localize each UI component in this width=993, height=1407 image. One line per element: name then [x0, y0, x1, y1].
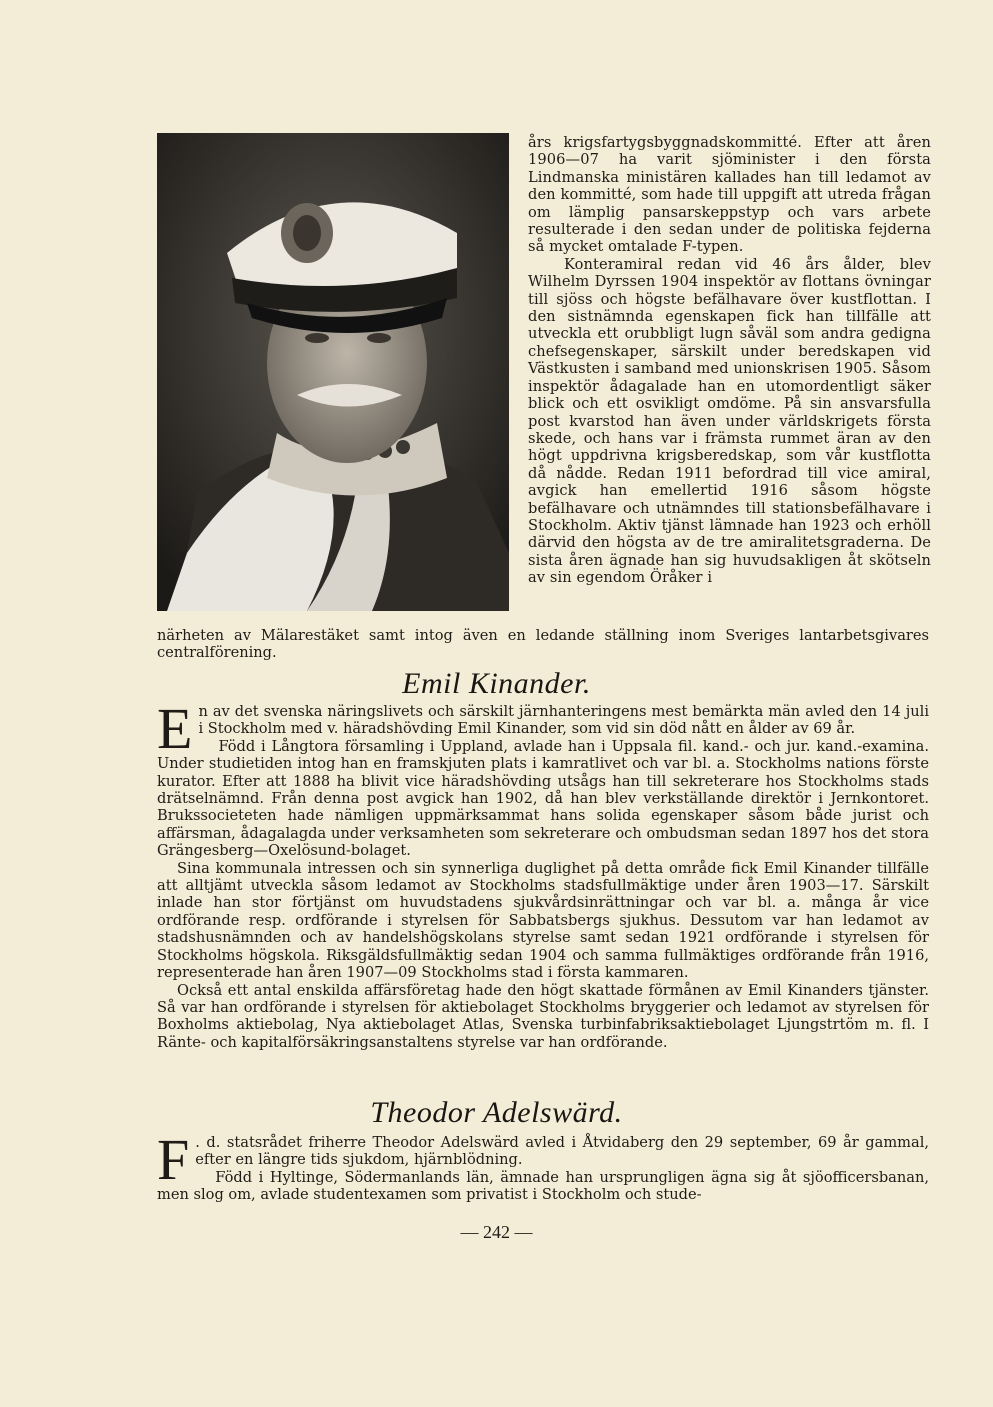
- portrait-photo: [157, 133, 509, 611]
- kinander-article: [157, 696, 929, 1051]
- kinander-paragraph-1-text: n av det svenska näringslivets och särskilt järnhanteringens mest bemärkta män avled den 14 juli i Stockholm med v. häradshövding Emil Kinander, som vid sin död nått en ålder av 69 år.: [198, 703, 929, 738]
- kinander-paragraph-3: Sina kommunala intressen och sin synnerliga duglighet på detta område fick Emil Kinander tillfälle att alltjämt utveckla såsom ledamot av Stockholms stadsfullmäktige under åren 1903—17. Särskilt inlade han stor förtjänst om huvudstadens sjukvårdsinrättningar och var bl. a. många år vice ordförande resp. ordförande i styrelsen för Sabbatsbergs sjukhus. Dessutom var han ledamot av stadshusnämnden och av handelshögskolans styrelse samt sedan 1921 ordförande i styrelsen för Stockholms högskola. Riksgäldsfullmäktig sedan 1904 och samma fullmäktiges ordförande från 1916, representerade han åren 1907—09 Stockholms stad i första kammaren.: [157, 859, 929, 982]
- page-number: — 242 —: [460, 1222, 533, 1242]
- adelsward-article: [157, 1127, 929, 1204]
- kinander-paragraph-4: Också ett antal enskilda affärsföretag hade den högt skattade förmånen av Emil Kinanders tjänster. Så var han ordförande i styrelsen för aktiebolaget Stockholms bryggerier och ledamot av styrelsen för Boxholms aktiebolag, Nya aktiebolaget Atlas, Svenska turbinfabriksaktiebolaget Ljungstrtöm m. fl. I Ränte- och kapitalförsäkringsanstaltens styrelse var han ordförande.: [157, 981, 929, 1051]
- adelsward-paragraph-2: Född i Hyltinge, Södermanlands län, ämnade han ursprungligen ägna sig åt sjöofficersbanan, men slog om, avlade studentexamen som privatist i Stockholm och stude-: [157, 1168, 929, 1204]
- heading-kinander: Emil Kinander.: [402, 667, 591, 700]
- dyrssen-continuation: [157, 627, 929, 662]
- kinander-paragraph-2: Född i Långtora församling i Uppland, avlade han i Uppsala fil. kand.- och jur. kand.-examina. Under studietiden intog han en framskjuten plats i kamratlivet och var bl. a. Stockholms nations förste kurator. Efter att 1888 ha blivit vice häradshövding utsågs han till sekreterare hos Stockholms stads drätselnämnd. Från denna post avgick han 1902, då han blev verkställande direktör i Jernkontoret. Brukssocieteten hade nämligen uppmärksammat hans solida egenskaper såsom både jurist och affärsman, ådagalagda under verksamheten som sekreterare och ombudsman sedan 1897 hos det stora Grängesberg—Oxelösund-bolaget.: [157, 737, 929, 860]
- kinander-paragraph-1: [157, 696, 929, 761]
- dyrssen-column: [528, 134, 931, 587]
- dyrssen-paragraph-1: års krigsfartygsbyggnadskommitté. Efter att åren 1906—07 ha varit sjöminister i den första Lindmanska ministären kallades han till ledamot av den kommitté, som hade till uppgift att utreda frågan om lämplig pansarskeppstyp och vars arbete resulterade i den sedan under de politiska fejderna så mycket omtalade F-typen.: [528, 134, 931, 256]
- heading-adelsward: Theodor Adelswärd.: [370, 1096, 623, 1129]
- dyrssen-paragraph-3: närheten av Mälarestäket samt intog även en ledande ställning inom Sveriges lantarbetsgivares centralförening.: [157, 627, 929, 662]
- adelsward-dropcap: F: [157, 1127, 190, 1192]
- adelsward-paragraph-1-text: . d. statsrådet friherre Theodor Adelswärd avled i Åtvidaberg den 29 september, 69 år gammal, efter en längre tids sjukdom, hjärnblödning.: [195, 1134, 929, 1169]
- kinander-dropcap: E: [157, 696, 193, 761]
- dyrssen-paragraph-2: Konteramiral redan vid 46 års ålder, blev Wilhelm Dyrssen 1904 inspektör av flottans övningar till sjöss och högste befälhavare över kustflottan. I den sistnämnda egenskapen fick han tillfälle att utveckla ett orubbligt lugn såväl som andra gedigna chefsegenskaper, särskilt under beredskapen vid Västkusten i samband med unionskrisen 1905. Såsom inspektör ådagalade han en utomordentligt säker blick och ett osvikligt omdöme. På sin ansvarsfulla post kvarstod han även under världskrigets första skede, och hans var i främsta rummet äran av den högt uppdrivna krigsberedskap, som vår kustflotta då nådde. Redan 1911 befordrad till vice amiral, avgick han emellertid 1916 såsom högste befälhavare och utnämndes till stationsbefälhavare i Stockholm. Aktiv tjänst lämnade han 1923 och erhöll därvid den högsta av de tre amiralitetsgraderna. De sista åren ägnade han sig huvudsakligen åt skötseln av sin egendom Öråker i: [528, 255, 931, 587]
- portrait-illustration: [157, 133, 509, 611]
